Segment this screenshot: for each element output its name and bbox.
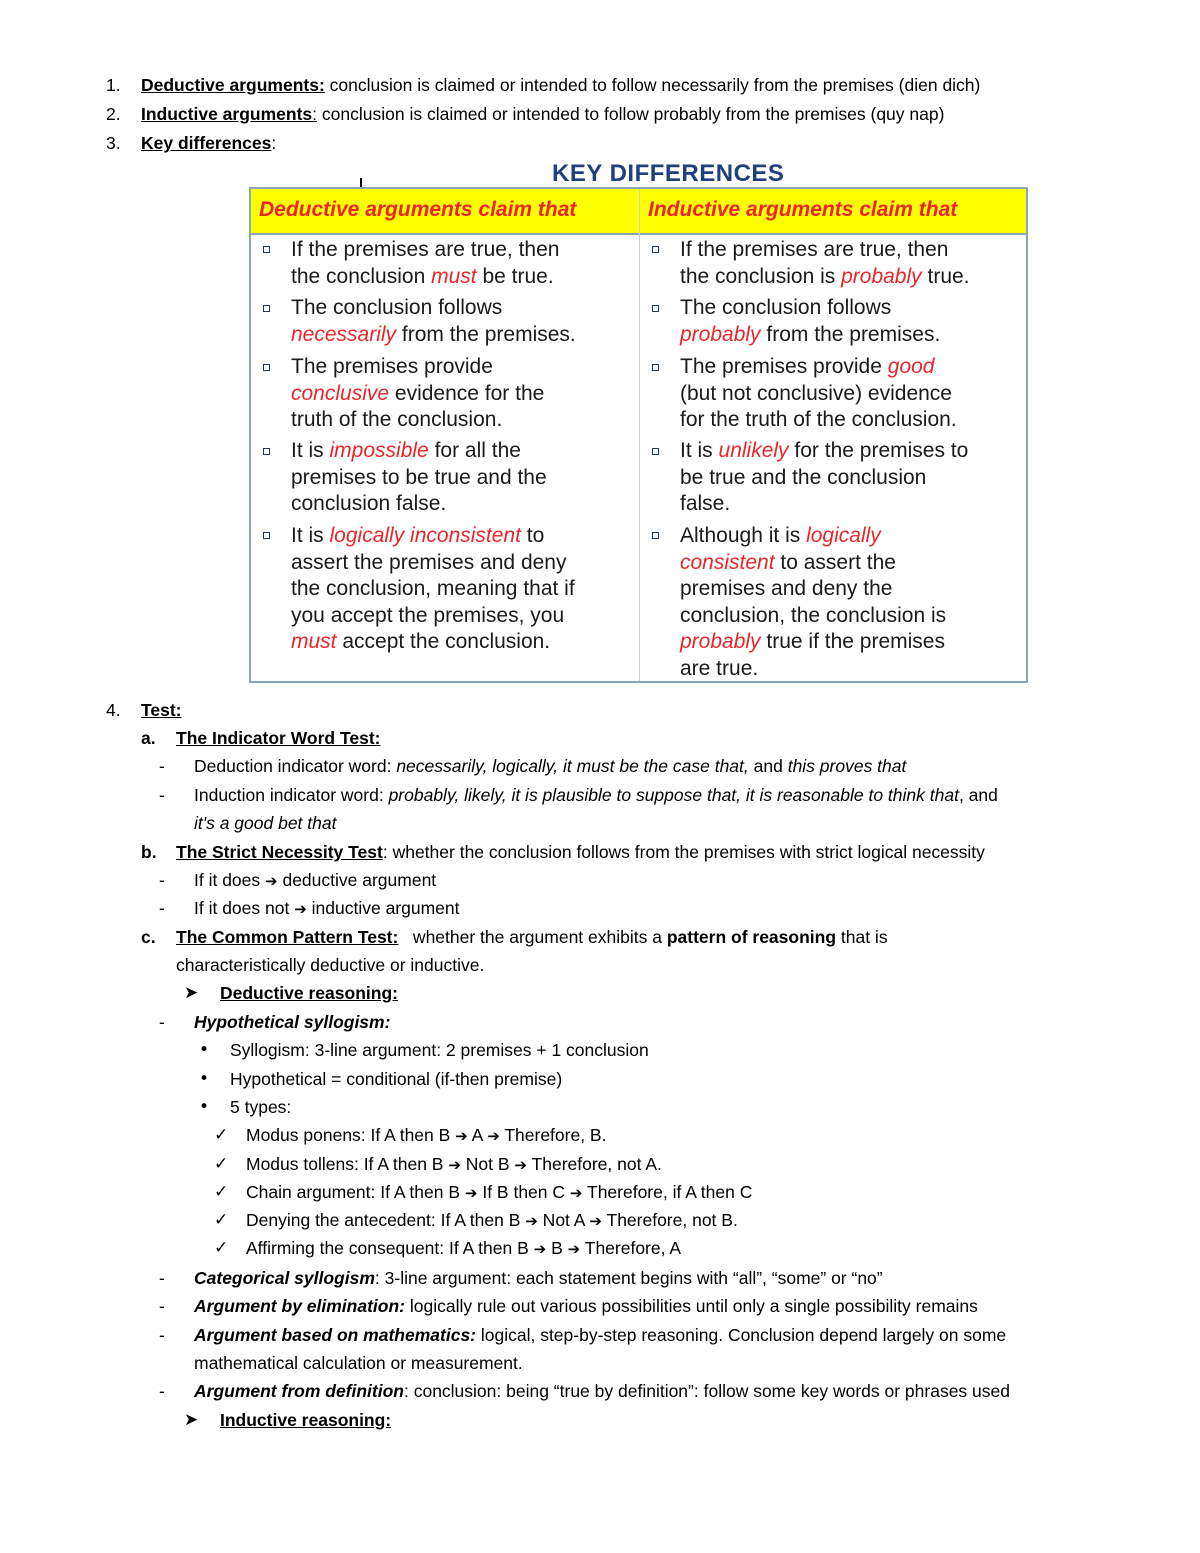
sub-letter: a.	[141, 728, 156, 748]
dash-bullet: -	[159, 1012, 165, 1032]
definition: conclusion is claimed or intended to follow necessarily from the premises (dien dich)	[324, 75, 981, 95]
deductive-reasoning-heading: Deductive reasoning:	[220, 983, 398, 1003]
indicator-word-test-title: The Indicator Word Test:	[176, 728, 381, 748]
checkmark-icon: ✓	[214, 1154, 229, 1174]
square-bullet-icon	[263, 364, 270, 371]
dash-bullet: -	[159, 1381, 165, 1401]
header-inductive: Inductive arguments claim that	[648, 198, 958, 221]
square-bullet-icon	[652, 305, 659, 312]
dash-bullet: -	[159, 756, 165, 776]
arrow-right-icon: ➔	[448, 1156, 461, 1174]
definition: conclusion is claimed or intended to follow probably from the premises (quy nap)	[317, 104, 945, 124]
deductive-point-4: It is impossible for all the premises to be true and the conclusion false.	[291, 439, 547, 515]
if-it-does-line: If it does ➔ deductive argument	[194, 870, 437, 890]
type-modus-tollens: Modus tollens: If A then B ➔ Not B ➔ Therefore, not A.	[246, 1154, 662, 1174]
inductive-point-2: The conclusion follows probably from the premises.	[680, 296, 941, 346]
term: Deductive arguments:	[141, 75, 325, 95]
arrow-right-icon: ➔	[487, 1127, 500, 1145]
strict-necessity-test: The Strict Necessity Test: whether the conclusion follows from the premises with strict logical necessity	[176, 842, 985, 862]
deductive-point-3: The premises provide conclusive evidence for the truth of the conclusion.	[291, 355, 545, 431]
term: Inductive arguments	[141, 104, 313, 124]
arrow-right-icon: ➔	[455, 1127, 468, 1145]
bullet-hypothetical: Hypothetical = conditional (if-then premise)	[230, 1069, 563, 1089]
arrowhead-bullet-icon: ➤	[184, 1410, 199, 1430]
item-inductive-arguments	[141, 103, 944, 125]
dash-bullet: -	[159, 898, 165, 918]
deduction-indicator-line: Deduction indicator word: necessarily, logically, it must be the case that, and this proves that	[194, 756, 907, 776]
inductive-point-1: If the premises are true, then the conclusion is probably true.	[680, 238, 970, 288]
arrow-right-icon: ➔	[569, 1184, 583, 1202]
dot-bullet-icon: •	[199, 1097, 210, 1117]
sub-letter: c.	[141, 927, 156, 947]
dash-bullet: -	[159, 785, 165, 805]
square-bullet-icon	[263, 532, 270, 539]
arrow-right-icon: ➔	[294, 900, 307, 918]
type-modus-ponens: Modus ponens: If A then B ➔ A ➔ Therefore, B.	[246, 1125, 607, 1145]
arrow-right-icon: ➔	[589, 1212, 602, 1230]
item-number: 2.	[106, 104, 121, 124]
bullet-five-types: 5 types:	[230, 1097, 292, 1117]
arrow-right-icon: ➔	[525, 1212, 538, 1230]
item-number: 4.	[106, 700, 121, 720]
argument-from-definition: Argument from definition: conclusion: being “true by definition”: follow some key words or phrases used	[194, 1381, 1010, 1401]
dash-bullet: -	[159, 1325, 165, 1345]
common-pattern-test-cont: characteristically deductive or inductive.	[176, 955, 485, 975]
square-bullet-icon	[652, 246, 659, 253]
separator: :	[312, 104, 318, 124]
column-divider	[639, 189, 640, 681]
inductive-point-5: Although it is logically consistent to assert the premises and deny the conclusion, the conclusion is probably true if the premises are true.	[680, 524, 947, 680]
type-chain-argument: Chain argument: If A then B ➔ If B then C ➔ Therefore, if A then C	[246, 1182, 753, 1202]
arrow-right-icon: ➔	[265, 872, 278, 890]
deductive-point-2: The conclusion follows necessarily from the premises.	[291, 296, 576, 346]
deductive-point-5: It is logically inconsistent to assert the premises and deny the conclusion, meaning that if you accept the premises, you must accept the conclusion.	[291, 524, 575, 653]
item-number: 3.	[106, 133, 121, 153]
item-deductive-arguments	[141, 74, 980, 96]
dot-bullet-icon: •	[199, 1040, 210, 1060]
term: Key differences	[141, 133, 272, 153]
dash-bullet: -	[159, 1296, 165, 1316]
categorical-syllogism: Categorical syllogism: 3-line argument: each statement begins with “all”, “some” or “no”	[194, 1268, 883, 1288]
inductive-reasoning-heading: Inductive reasoning:	[220, 1410, 392, 1430]
argument-based-on-mathematics-cont: mathematical calculation or measurement.	[194, 1353, 523, 1373]
item-number: 1.	[106, 75, 121, 95]
test-heading: Test:	[141, 700, 182, 720]
separator: :	[271, 133, 277, 153]
dash-bullet: -	[159, 1268, 165, 1288]
dash-bullet: -	[159, 870, 165, 890]
arrow-right-icon: ➔	[567, 1240, 581, 1258]
dot-bullet-icon: •	[199, 1069, 210, 1089]
arrow-right-icon: ➔	[514, 1156, 527, 1174]
induction-indicator-line: Induction indicator word: probably, likely, it is plausible to suppose that, it is reasonable to think that, and	[194, 785, 998, 805]
square-bullet-icon	[263, 305, 270, 312]
checkmark-icon: ✓	[214, 1210, 229, 1230]
square-bullet-icon	[263, 246, 270, 253]
header-deductive: Deductive arguments claim that	[259, 198, 577, 221]
inductive-point-4: It is unlikely for the premises to be true and the conclusion false.	[680, 439, 969, 515]
square-bullet-icon	[263, 448, 270, 455]
induction-indicator-cont: it's a good bet that	[194, 813, 337, 833]
key-differences-table	[249, 187, 1028, 683]
deductive-point-1: If the premises are true, then the conclusion must be true.	[291, 238, 560, 288]
argument-by-elimination: Argument by elimination: logically rule out various possibilities until only a single possibility remains	[194, 1296, 978, 1316]
arrow-right-icon: ➔	[533, 1240, 547, 1258]
item-key-differences	[141, 132, 276, 154]
arrowhead-bullet-icon: ➤	[184, 983, 199, 1003]
checkmark-icon: ✓	[214, 1182, 229, 1202]
if-it-does-not-line: If it does not ➔ inductive argument	[194, 898, 460, 918]
sub-letter: b.	[141, 842, 157, 862]
key-differences-title: KEY DIFFERENCES	[552, 160, 785, 187]
checkmark-icon: ✓	[214, 1125, 229, 1145]
hypothetical-syllogism: Hypothetical syllogism:	[194, 1012, 391, 1032]
square-bullet-icon	[652, 448, 659, 455]
common-pattern-test: The Common Pattern Test: whether the argument exhibits a pattern of reasoning that is	[176, 927, 888, 947]
argument-based-on-mathematics: Argument based on mathematics: logical, step-by-step reasoning. Conclusion depend largely on some	[194, 1325, 1007, 1345]
square-bullet-icon	[652, 364, 659, 371]
arrow-right-icon: ➔	[464, 1184, 478, 1202]
type-affirming-consequent: Affirming the consequent: If A then B ➔ B ➔ Therefore, A	[246, 1238, 682, 1258]
type-denying-antecedent: Denying the antecedent: If A then B ➔ Not A ➔ Therefore, not B.	[246, 1210, 738, 1230]
bullet-syllogism: Syllogism: 3-line argument: 2 premises + 1 conclusion	[230, 1040, 649, 1060]
checkmark-icon: ✓	[214, 1238, 229, 1258]
square-bullet-icon	[652, 532, 659, 539]
inductive-point-3: The premises provide good (but not conclusive) evidence for the truth of the conclusion.	[680, 355, 957, 431]
